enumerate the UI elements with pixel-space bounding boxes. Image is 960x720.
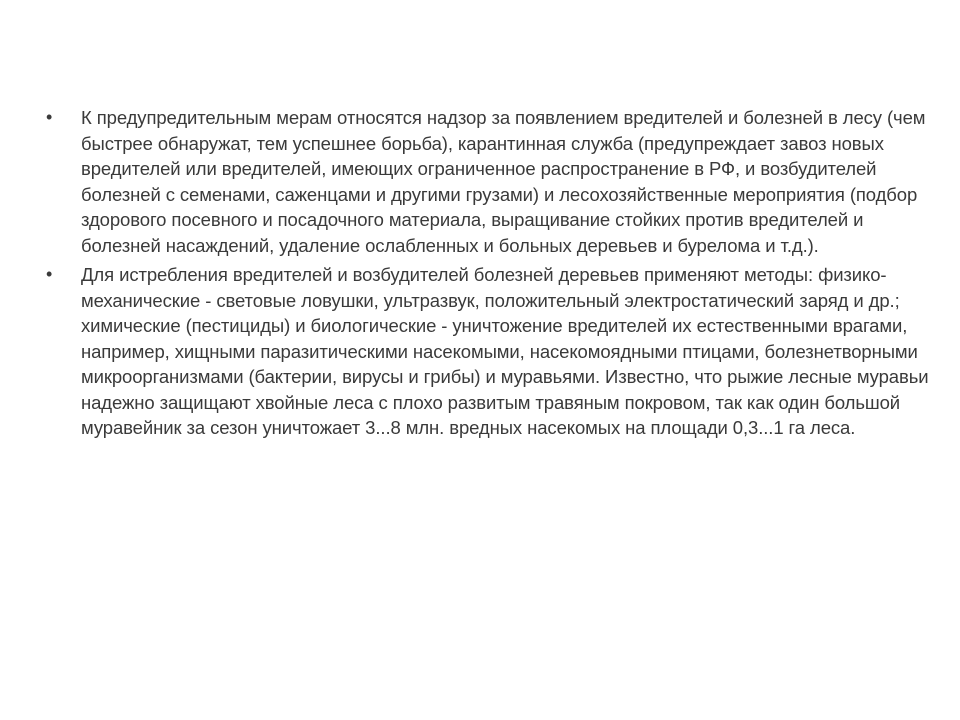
bullet-marker: • (46, 107, 53, 127)
bullet-marker: • (46, 264, 53, 284)
bullet-item-control-methods (46, 262, 930, 441)
bullet-text: Для истребления вредителей и возбудителей болезней деревьев применяют методы: физико-механические - световые ловушки, ультразвук, положительный электростатический заряд и др.; химические (пестициды) и биологические - уничтожение вредителей их естественными врагами, например, хищными паразитическими насекомыми, насекомоядными птицами, болезнетворными микроорганизмами (бактерии, вирусы и грибы) и муравьями. Известно, что рыжие лесные муравьи надежно защищают хвойные леса с плохо развитым травяным покровом, так как один большой муравейник за сезон уничтожает 3...8 млн. вредных насекомых на площади 0,3...1 га леса. (81, 264, 929, 438)
bullet-item-preventive-measures (46, 105, 930, 258)
bullet-list (46, 105, 930, 445)
bullet-text: К предупредительным мерам относятся надзор за появлением вредителей и болезней в лесу (чем быстрее обнаружат, тем успешнее борьба), карантинная служба (предупреждает завоз новых вредителей или вредителей, имеющих ограниченное распространение в РФ, и возбудителей болезней с семенами, саженцами и другими грузами) и лесохозяйственные мероприятия (подбор здорового посевного и посадочного материала, выращивание стойких против вредителей и болезней насаждений, удаление ослабленных и больных деревьев и бурелома и т.д.). (81, 107, 926, 256)
